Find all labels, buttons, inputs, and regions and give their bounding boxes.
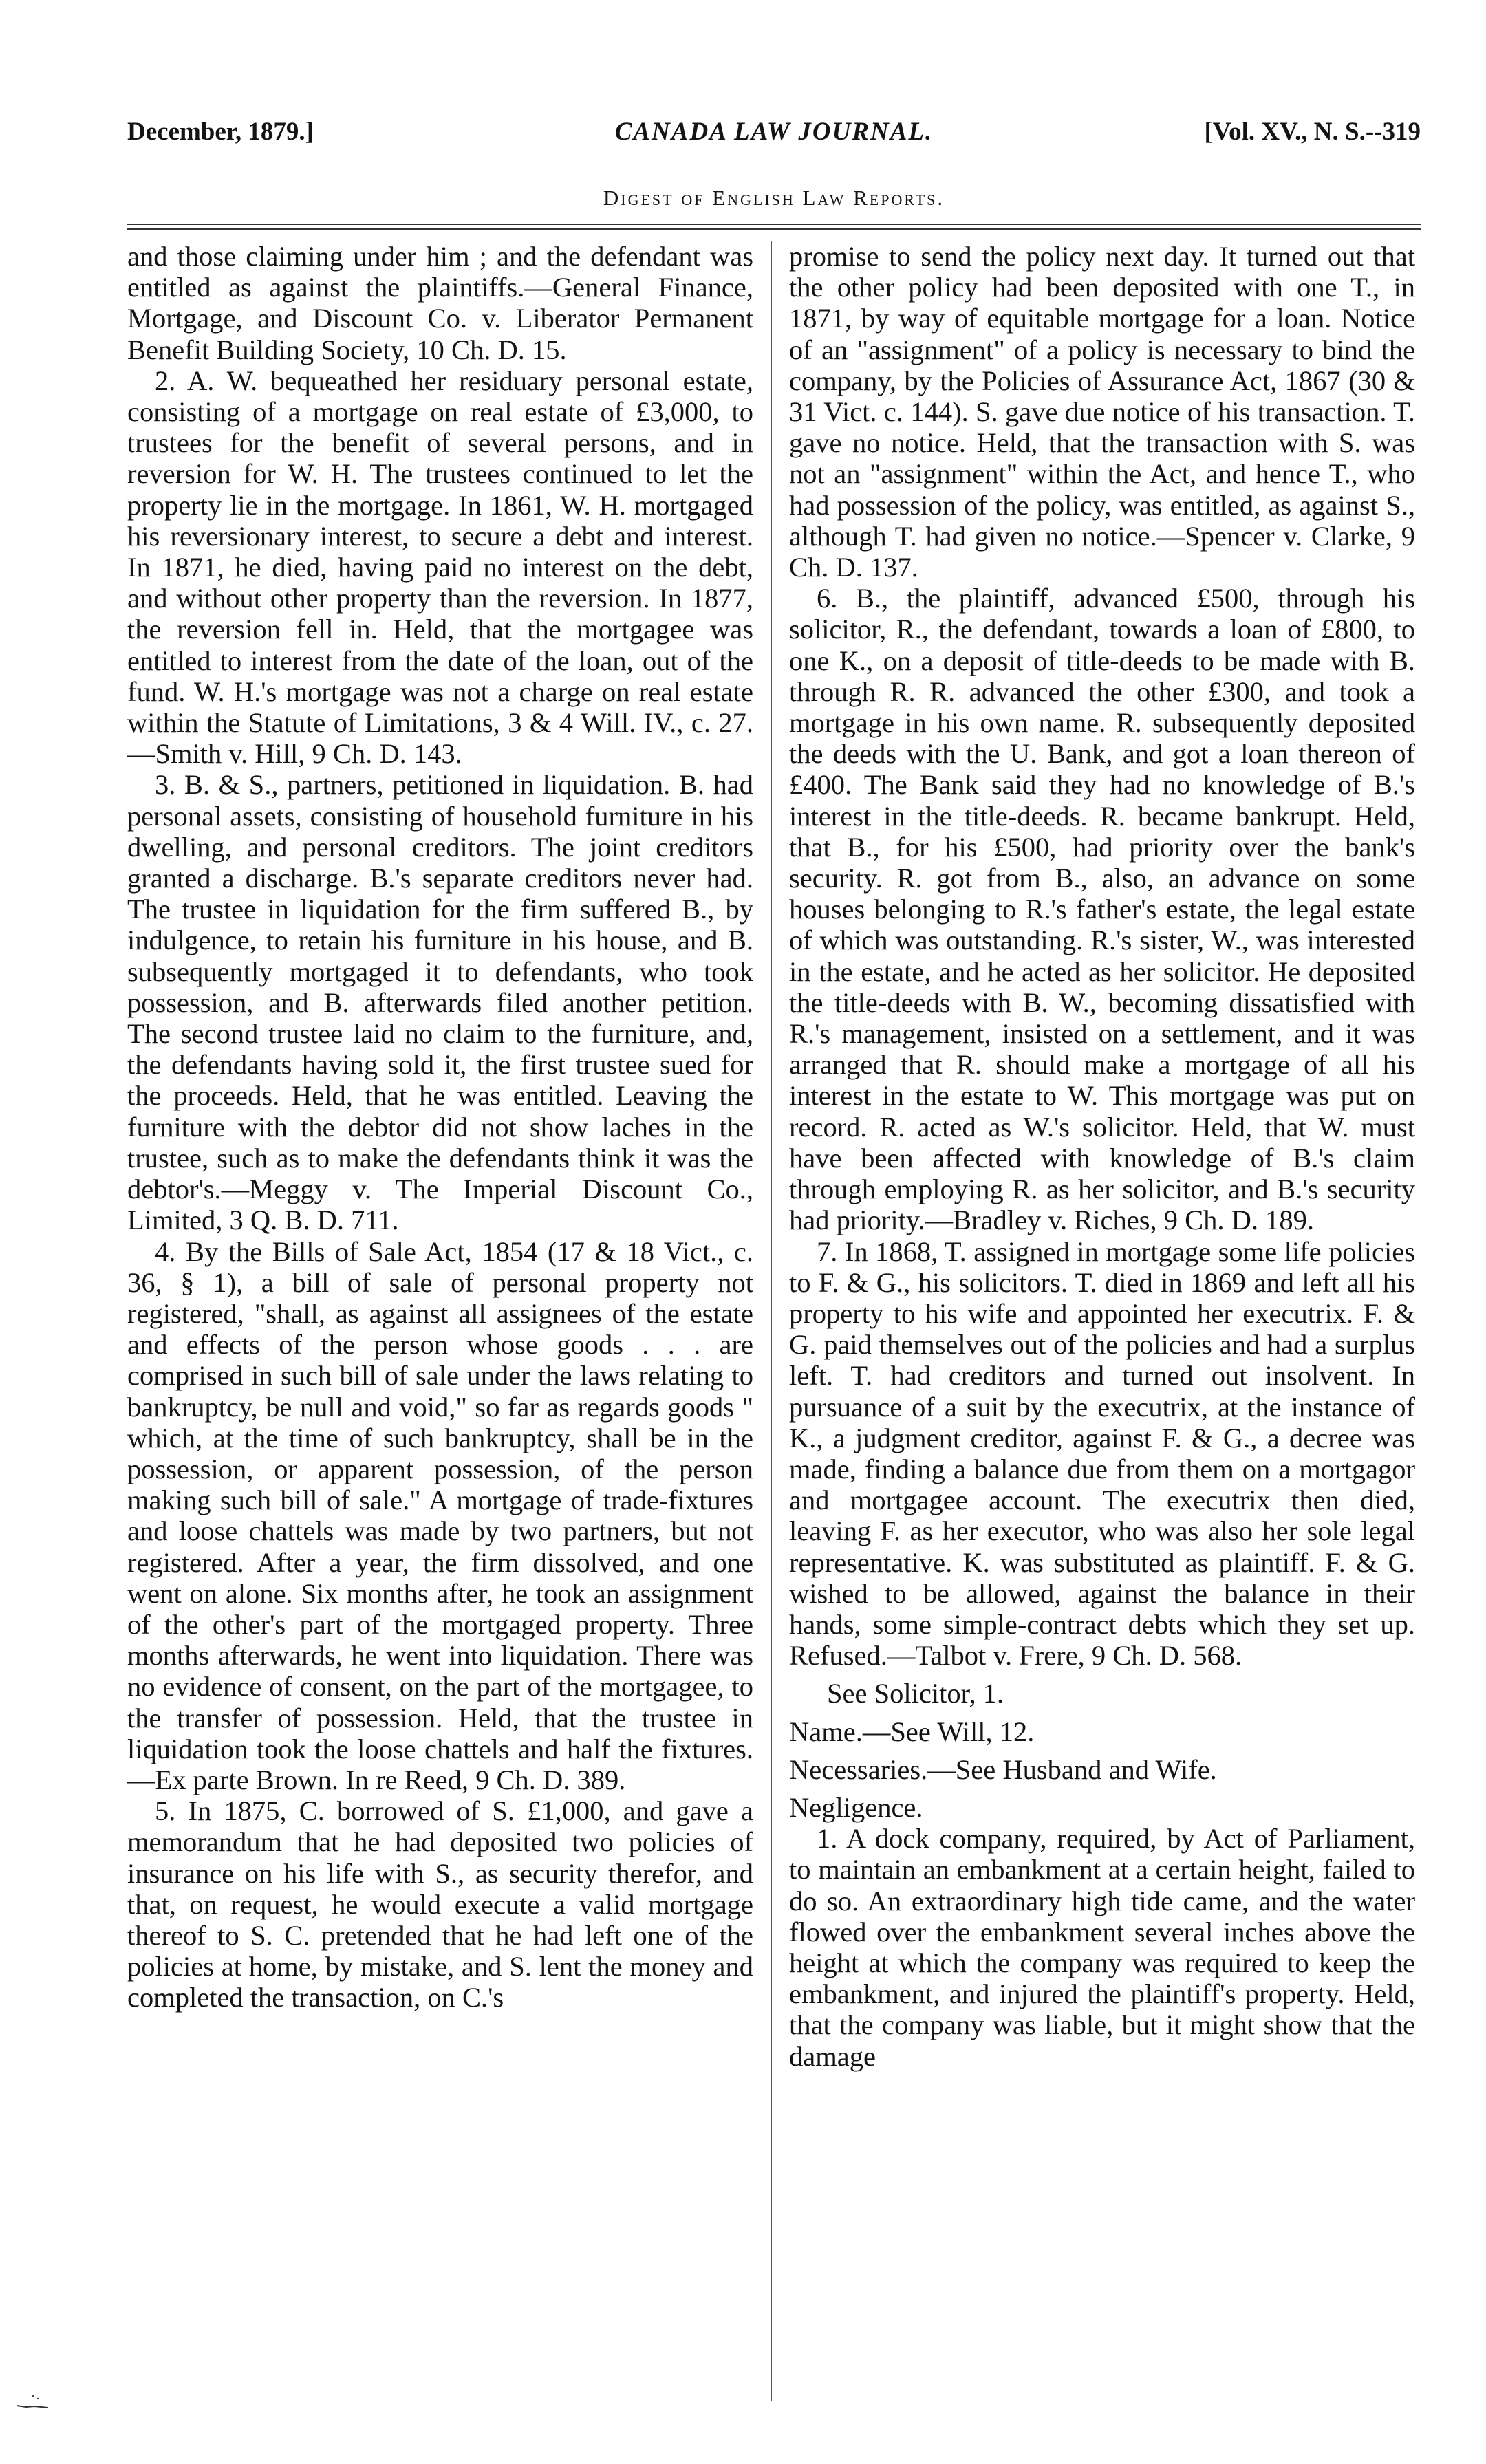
paragraph: and those claiming under him ; and the defendant was entitled as against the plaintiffs.—General Finance, Mortgage, and Discount Co. v. Liberator Permanent Benefit Building Society, 10 Ch. D. 15. (127, 241, 753, 365)
header-date: December, 1879.] (127, 118, 314, 146)
left-column (127, 241, 753, 2414)
column-divider (771, 241, 772, 2401)
section-title: Digest of English Law Reports. (603, 186, 945, 210)
header-rule (127, 224, 1421, 225)
right-column (789, 241, 1415, 2414)
digest-heading: Necessaries.—See Husband and Wife. (789, 1753, 1217, 1785)
margin-ink-mark (14, 2390, 52, 2411)
paragraph: 5. In 1875, C. borrowed of S. £1,000, and gave a memorandum that he had deposited two policies of insurance on his life with S., as security therefor, and that, on request, he would execute a valid mortgage thereof to S. C. pretended that he had left one of the policies at home, by mistake, and S. lent the money and completed the transaction, on C.'s (127, 1795, 753, 2013)
paragraph: promise to send the policy next day. It turned out that the other policy had been deposited with one T., in 1871, by way of equitable mortgage for a loan. Notice of an "assignment" of a policy is necessary to bind the company, by the Policies of Assurance Act, 1867 (30 & 31 Vict. c. 144). S. gave due notice of his transaction. T. gave no notice. Held, that the transaction with S. was not an "assignment" within the Act, and hence T., who had possession of the policy, was entitled, as against S., although T. had given no notice.—Spencer v. Clarke, 9 Ch. D. 137. (789, 241, 1415, 583)
digest-heading: Name.—See Will, 12. (789, 1716, 1035, 1747)
paragraph: 3. B. & S., partners, petitioned in liquidation. B. had personal assets, consisting of household furniture in his dwelling, and personal creditors. The joint creditors granted a discharge. B.'s separate creditors never had. The trustee in liquidation for the firm suffered B., by indulgence, to retain his furniture in his house, and B. subsequently mortgaged it to defendants, who took possession, and B. afterwards filed another petition. The second trustee laid no claim to the furniture, and, the defendants having sold it, the first trustee sued for the proceeds. Held, that he was entitled. Leaving the furniture with the debtor did not show laches in the trustee, such as to make the defendants think it was the debtor's.—Meggy v. The Imperial Discount Co., Limited, 3 Q. B. D. 711. (127, 769, 753, 1236)
paragraph: 2. A. W. bequeathed her residuary personal estate, consisting of a mortgage on real estate of £3,000, to trustees for the benefit of several persons, and in reversion for W. H. The trustees continued to let the property lie in the mortgage. In 1861, W. H. mortgaged his reversionary interest, to secure a debt and interest. In 1871, he died, having paid no interest on the debt, and without other property than the reversion. In 1877, the reversion fell in. Held, that the mortgagee was entitled to interest from the date of the loan, out of the fund. W. H.'s mortgage was not a charge on real estate within the Statute of Limitations, 3 & 4 Will. IV., c. 27.—Smith v. Hill, 9 Ch. D. 143. (127, 365, 753, 770)
header-volume: [Vol. XV., N. S.--319 (1204, 118, 1421, 146)
running-head (127, 117, 1421, 158)
paragraph: 1. A dock company, required, by Act of Parliament, to maintain an embankment at a certain height, failed to do so. An extraordinary high tide came, and the water flowed over the embankment several inches above the height at which the company was required to keep the embankment, and injured the plaintiff's property. Held, that the company was liable, but it might show that the damage (789, 1823, 1415, 2072)
journal-page (127, 103, 1421, 2414)
paragraph: 4. By the Bills of Sale Act, 1854 (17 & 18 Vict., c. 36, § 1), a bill of sale of personal property not registered, "shall, as against all assignees of the estate and effects of the person whose goods . . . are comprised in such bill of sale under the laws relating to bankruptcy, be null and void," so far as regards goods " which, at the time of such bankruptcy, shall be in the possession, or apparent possession, of the person making such bill of sale." A mortgage of trade-fixtures and loose chattels was made by two partners, but not registered. After a year, the firm dissolved, and one went on alone. Six months after, he took an assignment of the other's part of the mortgaged property. Three months afterwards, he went into liquidation. There was no evidence of consent, on the part of the mortgagee, to the transfer of possession. Held, that the trustee in liquidation took the loose chattels and half the fixtures.—Ex parte Brown. In re Reed, 9 Ch. D. 389. (127, 1235, 753, 1795)
digest-heading: Negligence. (789, 1791, 923, 1823)
cross-reference: See Solicitor, 1. (827, 1678, 1004, 1709)
paragraph: 7. In 1868, T. assigned in mortgage some life policies to F. & G., his solicitors. T. died in 1869 and left all his property to his wife and appointed her executrix. F. & G. paid themselves out of the policies and had a surplus left. T. had creditors and turned out insolvent. In pursuance of a suit by the executrix, at the instance of K., a judgment creditor, against F. & G., a decree was made, finding a balance due from them on a mortgagor and mortgagee account. The executrix then died, leaving F. as her executor, who was also her sole legal representative. K. was substituted as plaintiff. F. & G. wished to be allowed, against the balance in their hands, some simple-contract debts which they set up. Refused.—Talbot v. Frere, 9 Ch. D. 568. (789, 1235, 1415, 1672)
header-rule-double (127, 228, 1421, 230)
paragraph: 6. B., the plaintiff, advanced £500, through his solicitor, R., the defendant, towards a loan of £800, to one K., on a deposit of title-deeds to be made with B. through R. R. advanced the other £300, and took a mortgage in his own name. R. subsequently deposited the deeds with the U. Bank, and got a loan thereon of £400. The Bank said they had no knowledge of B.'s interest in the title-deeds. R. became bankrupt. Held, that B., for his £500, had priority over the bank's security. R. got from B., also, an advance on some houses belonging to R.'s father's estate, the legal estate of which was outstanding. R.'s sister, W., was interested in the estate, and he acted as her solicitor. He deposited the title-deeds with B. W., becoming dissatisfied with R.'s management, insisted on a settlement, and it was arranged that R. should make a mortgage of all his interest in the estate to W. This mortgage was put on record. R. acted as W.'s solicitor. Held, that W. must have been affected with knowledge of B.'s claim through employing R. as her solicitor, and B.'s security had priority.—Bradley v. Riches, 9 Ch. D. 189. (789, 583, 1415, 1236)
header-journal-title: CANADA LAW JOURNAL. (614, 118, 934, 146)
